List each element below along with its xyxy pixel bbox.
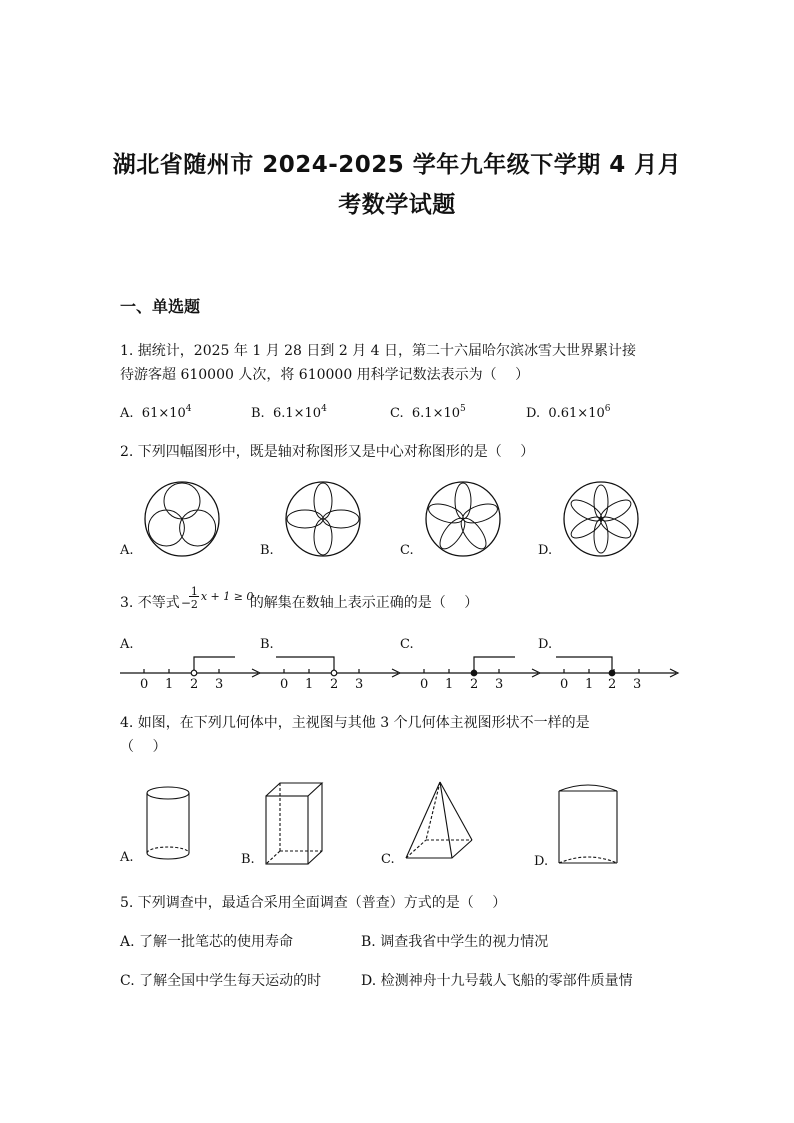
tick-a-0: 0	[140, 677, 149, 692]
q4-label-a: A.	[120, 850, 134, 865]
q2-figure-c	[423, 479, 503, 559]
tick-b-1: 1	[305, 677, 314, 692]
number-line-b	[260, 657, 400, 677]
q1-option-a: A. $61\times 10^4$	[120, 404, 192, 421]
q4-prism-figure	[262, 780, 326, 870]
inequality-expression: − 1 2 x + 1 ≥ 0	[180, 585, 254, 611]
q3-label-b: B.	[260, 637, 274, 652]
section-heading: 一、单选题	[120, 297, 201, 316]
tick-c-1: 1	[445, 677, 454, 692]
question-3-text: 3. 不等式 − 1 2 x + 1 ≥ 0 的解集在数轴上表示正确的是（ ）	[120, 585, 479, 611]
q2-figure-b	[283, 479, 363, 559]
q1-option-d: D. $0.61\times 10^6$	[526, 404, 611, 421]
q4-half-cylinder-figure	[555, 777, 621, 869]
tick-b-0: 0	[280, 677, 289, 692]
number-line-d	[540, 657, 678, 677]
question-4-line2: （ ）	[120, 739, 167, 755]
tick-d-2: 2	[608, 677, 617, 692]
q2-label-b: B.	[260, 543, 274, 558]
q2-label-a: A.	[120, 543, 134, 558]
q3-number-lines	[118, 650, 680, 696]
q1-option-c: C. $6.1\times 10^5$	[390, 404, 466, 421]
q4-cylinder-figure	[144, 785, 192, 863]
q3-label-d: D.	[538, 637, 553, 652]
q2-label-d: D.	[538, 543, 553, 558]
tick-a-3: 3	[215, 677, 224, 692]
q5-option-a: A. 了解一批笔芯的使用寿命	[120, 934, 294, 950]
tick-d-1: 1	[585, 677, 594, 692]
tick-a-1: 1	[165, 677, 174, 692]
q4-pyramid-figure	[402, 778, 476, 870]
q4-label-d: D.	[534, 854, 549, 869]
q4-label-b: B.	[241, 852, 255, 867]
q3-label-a: A.	[120, 637, 134, 652]
tick-d-3: 3	[633, 677, 642, 692]
q5-option-b: B. 调查我省中学生的视力情况	[361, 934, 549, 950]
tick-a-2: 2	[190, 677, 199, 692]
document-title-line2: 考数学试题	[338, 192, 456, 218]
q2-figure-d	[561, 479, 641, 559]
question-1-line1: 1. 据统计，2025 年 1 月 28 日到 2 月 4 日，第二十六届哈尔滨冰雪大世界累计接	[120, 343, 637, 359]
q2-figure-a	[142, 479, 222, 559]
tick-b-2: 2	[330, 677, 339, 692]
q3-label-c: C.	[400, 637, 414, 652]
number-line-c	[400, 657, 540, 677]
tick-d-0: 0	[560, 677, 569, 692]
q2-label-c: C.	[400, 543, 414, 558]
question-2-text: 2. 下列四幅图形中，既是轴对称图形又是中心对称图形的是（ ）	[120, 444, 535, 460]
q5-option-c: C. 了解全国中学生每天运动的时	[120, 973, 322, 989]
q4-label-c: C.	[381, 852, 395, 867]
number-line-a	[120, 657, 260, 677]
tick-c-0: 0	[420, 677, 429, 692]
question-1-line2: 待游客超 610000 人次，将 610000 用科学记数法表示为（ ）	[120, 367, 530, 383]
question-4-line1: 4. 如图，在下列几何体中，主视图与其他 3 个几何体主视图形状不一样的是	[120, 715, 590, 731]
tick-c-2: 2	[470, 677, 479, 692]
q5-option-d: D. 检测神舟十九号载人飞船的零部件质量情	[361, 973, 633, 989]
tick-c-3: 3	[495, 677, 504, 692]
document-title-line1: 湖北省随州市 2024-2025 学年九年级下学期 4 月月	[112, 152, 682, 178]
q1-option-b: B. $6.1\times 10^4$	[251, 404, 327, 421]
tick-b-3: 3	[355, 677, 364, 692]
question-5-text: 5. 下列调查中，最适合采用全面调查（普查）方式的是（ ）	[120, 895, 507, 911]
